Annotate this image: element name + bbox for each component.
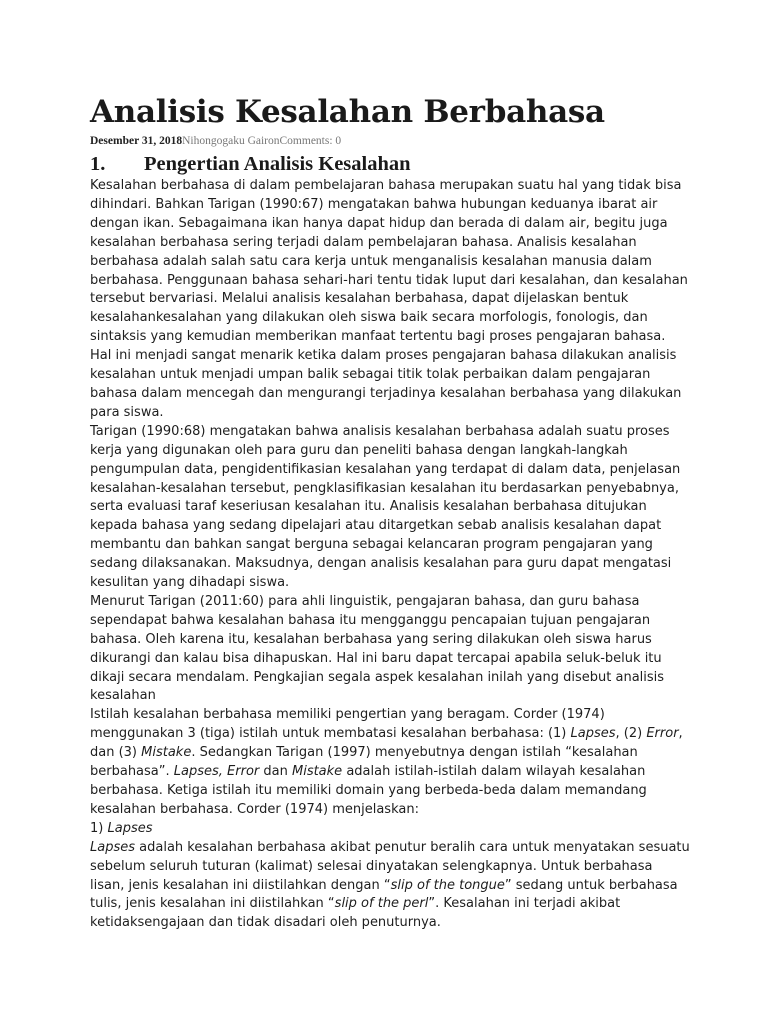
term-lapses: Lapses	[107, 820, 153, 836]
term-slip-pen: slip of the perl	[334, 896, 429, 912]
paragraph: Tarigan (1990:68) mengatakan bahwa analisis kesalahan berbahasa adalah suatu proses kerja yang digunakan oleh para guru dan peneliti bahasa dengan langkah-langkah pengumpulan data, pengidentifikasian kesalahan yang terdapat di dalam data, penjelasan kesalahan-kesalahan tersebut, pengklasifikasian kesalahan itu berdasarkan penyebabnya, serta evaluasi taraf keseriusan kesalahan itu. Analisis kesalahan berbahasa ditujukan kepada bahasa yang sedang dipelajari atau ditargetkan sebab analisis kesalahan dapat membantu dan bahkan sangat berguna sebagai kelancaran program pengajaran yang sedang dilaksanakan. Maksudnya, dengan analisis kesalahan para guru dapat mengatasi kesulitan yang dihadapi siswa.	[90, 423, 681, 591]
term-lapses: Lapses	[90, 839, 136, 855]
paragraph-lapses	[90, 839, 690, 934]
paragraph: Kesalahan berbahasa di dalam pembelajaran bahasa merupakan suatu hal yang tidak bisa dihindari. Bahkan Tarigan (1990:67) mengatakan bahwa hubungan keduanya ibarat air dengan ikan. Sebagaimana ikan hanya dapat hidup dan berada di dalam air, begitu juga kesalahan berbahasa sering terjadi dalam pembelajaran bahasa. Analisis kesalahan berbahasa adalah salah satu cara kerja untuk menganalisis kesalahan manusia dalam berbahasa. Penggunaan bahasa sehari-hari tentu tidak luput dari kesalahan, dan kesalahan tersebut bervariasi. Melalui analisis kesalahan berbahasa, dapat dijelaskan bentuk kesalahankesalahan yang dilakukan oleh siswa baik secara morfologis, fonologis, dan sintaksis yang kemudian memberikan manfaat tertentu bagi proses pengajaran bahasa. Hal ini menjadi sangat menarik ketika dalam proses pengajaran bahasa dilakukan analisis kesalahan untuk menjadi umpan balik sebagai titik tolak perbaikan dalam pengajaran bahasa dalam mencegah dan mengurangi terjadinya kesalahan berbahasa yang dilakukan para siswa.	[90, 178, 688, 420]
text-run: dan	[259, 764, 292, 780]
text-run: Istilah kesalahan berbahasa memiliki pengertian yang beragam. Corder (1974) menggunakan 3 (tiga) istilah untuk membatasi kesalahan berbahasa: (1)	[90, 707, 605, 742]
comment-count[interactable]: Comments: 0	[279, 135, 342, 147]
section-title: Pengertian Analisis Kesalahan	[144, 153, 411, 175]
text-run: adalah istilah-istilah dalam wilayah kesalahan berbahasa. Ketiga istilah itu memiliki domain yang berbeda-beda dalam memandang kesalahan berbahasa. Corder (1974) menjelaskan:	[90, 764, 647, 817]
term-lapses-error: Lapses, Error	[173, 764, 260, 780]
section-heading	[90, 151, 690, 177]
term-mistake: Mistake	[291, 764, 343, 780]
text-run: ” sedang untuk berbahasa tulis, jenis kesalahan ini diistilahkan “	[90, 877, 678, 912]
article-meta	[90, 134, 690, 148]
text-run: , dan (3)	[90, 726, 683, 761]
article-body	[90, 177, 690, 933]
paragraph-terms	[90, 706, 690, 819]
text-run: ”. Kesalahan ini terjadi akibat ketidaksengajaan dan tidak disadari oleh penuturnya.	[90, 896, 621, 931]
text-run: adalah kesalahan berbahasa akibat penutur beralih cara untuk menyatakan sesuatu sebelum seluruh tuturan (kalimat) selesai dinyatakan selengkapnya. Untuk berbahasa lisan, jenis kesalahan ini diistilahkan dengan “	[90, 839, 690, 893]
list-item-heading	[90, 820, 690, 839]
term-error: Error	[646, 726, 679, 742]
paragraph: Menurut Tarigan (2011:60) para ahli linguistik, pengajaran bahasa, dan guru bahasa sependapat bahwa kesalahan bahasa itu mengganggu pencapaian tujuan pengajaran bahasa. Oleh karena itu, kesalahan berbahasa yang sering dilakukan oleh siswa harus dikurangi dan kalau bisa dihapuskan. Hal ini baru dapat tercapai apabila seluk-beluk itu dikaji secara mendalam. Pengkajian segala aspek kesalahan inilah yang disebut analisis kesalahan	[90, 593, 665, 704]
post-author[interactable]: Nihongogaku Gairon	[182, 135, 280, 147]
term-lapses: Lapses	[570, 726, 616, 742]
text-run: . Sedangkan Tarigan (1997) menyebutnya dengan istilah “kesalahan berbahasa”.	[90, 745, 638, 780]
article-title: Analisis Kesalahan Berbahasa	[90, 94, 605, 130]
text-run: , (2)	[615, 726, 647, 742]
term-mistake: Mistake	[141, 745, 192, 761]
section-number: 1.	[90, 153, 106, 175]
term-slip-tongue: slip of the tongue	[390, 877, 505, 893]
document-page	[90, 92, 690, 933]
list-number: 1)	[90, 820, 108, 836]
post-date: Desember 31, 2018	[90, 135, 183, 147]
